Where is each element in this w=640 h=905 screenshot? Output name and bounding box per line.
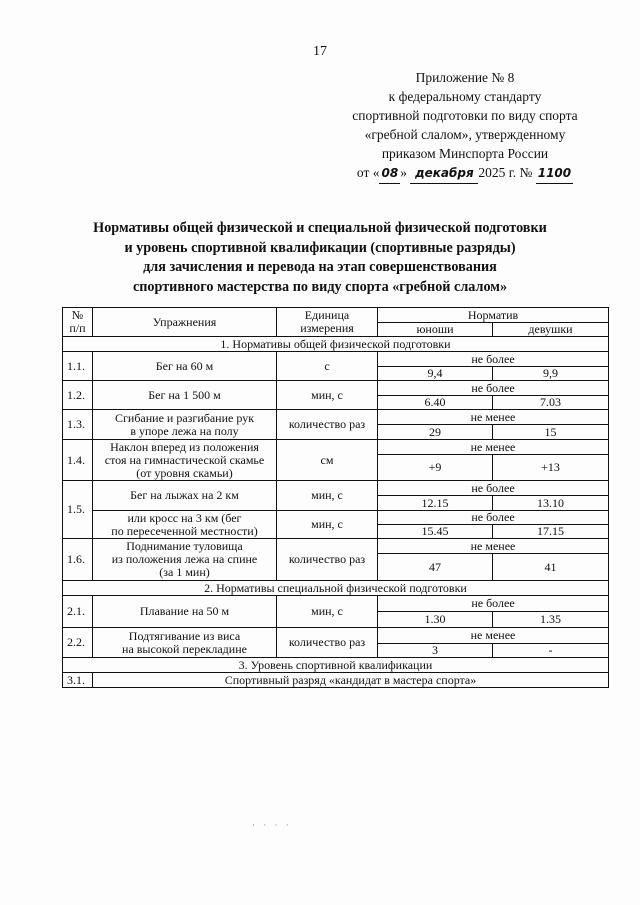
header-norm: Норматив [378, 308, 609, 323]
table-row: 3.1. Спортивный разряд «кандидат в мастера спорта» [63, 673, 609, 688]
header-exercise: Упражнения [93, 308, 277, 337]
appendix-line: к федеральному стандарту [388, 89, 542, 104]
section-row [63, 337, 609, 352]
title-line: и уровень спортивной квалификации (спортивные разряды) [124, 239, 516, 256]
table-row: или кросс на 3 км (бег по пересеченной местности) мин, с не более [63, 511, 609, 525]
header-unit: Единица измерения [277, 308, 378, 337]
date-prefix: от « [356, 165, 380, 180]
standards-table [62, 307, 609, 688]
order-number: 1100 [536, 164, 573, 184]
table-row: 1.4. Наклон вперед из положения стоя на гимнастической скамье (от уровня скамьи) см не менее [63, 440, 609, 455]
appendix-line: спортивной подготовки по виду спорта [352, 108, 578, 123]
date-day: 08 [379, 164, 400, 184]
table-row: 2.1. Плавание на 50 м мин, с не более [63, 596, 609, 612]
table-row: 1.6. Поднимание туловища из положения лежа на спине (за 1 мин) количество раз не менее [63, 539, 609, 554]
table-row: 1.1. Бег на 60 м с не более [63, 352, 609, 367]
section-row [63, 658, 609, 673]
section-row [63, 581, 609, 596]
table-row: 1.2. Бег на 1 500 м мин, с не более [63, 381, 609, 396]
date-sep: » [400, 165, 407, 180]
table-row: +9 +13 [63, 455, 609, 481]
appendix-block [335, 68, 595, 184]
table-row: 9,4 9,9 [63, 367, 609, 381]
page-number: 17 [313, 44, 327, 59]
header-row [63, 308, 609, 323]
appendix-line: приказом Минспорта России [381, 146, 549, 161]
section-3-title: 3. Уровень спортивной квалификации [63, 658, 609, 673]
table-row: 2.2. Подтягивание из виса на высокой перекладине количество раз не менее [63, 628, 609, 644]
header-boys: юноши [378, 323, 493, 337]
header-num: № п/п [63, 308, 93, 337]
section-2-title: 2. Нормативы специальной физической подготовки [63, 581, 609, 596]
table-row: 1.3. Сгибание и разгибание рук в упоре лежа на полу количество раз не менее [63, 410, 609, 425]
appendix-line: «гребной слалом», утвержденному [364, 127, 566, 142]
scan-mark: · · · · [252, 820, 292, 830]
table-row: 47 41 [63, 554, 609, 581]
table-row: 6.40 7.03 [63, 396, 609, 410]
section-1-title: 1. Нормативы общей физической подготовки [63, 337, 609, 352]
table-row: 3 - [63, 644, 609, 658]
table-row: 29 15 [63, 425, 609, 440]
date-year: 2025 г. № [478, 165, 533, 180]
table-row: 15.45 17.15 [63, 525, 609, 539]
title-line: спортивного мастерства по виду спорта «гребной слалом» [132, 278, 508, 295]
date-month: декабря [410, 164, 478, 184]
document-title [60, 219, 580, 297]
table-row: 12.15 13.10 [63, 496, 609, 511]
title-line: для зачисления и перевода на этап совершенствования [143, 259, 497, 275]
appendix-date-line [335, 163, 595, 184]
title-line: Нормативы общей физической и специальной физической подготовки [93, 220, 547, 236]
appendix-title: Приложение № 8 [415, 70, 515, 85]
table-row: 1.5. Бег на лыжах на 2 км мин, с не более [63, 481, 609, 496]
table-row: 1.30 1.35 [63, 612, 609, 628]
header-girls: девушки [493, 323, 609, 337]
